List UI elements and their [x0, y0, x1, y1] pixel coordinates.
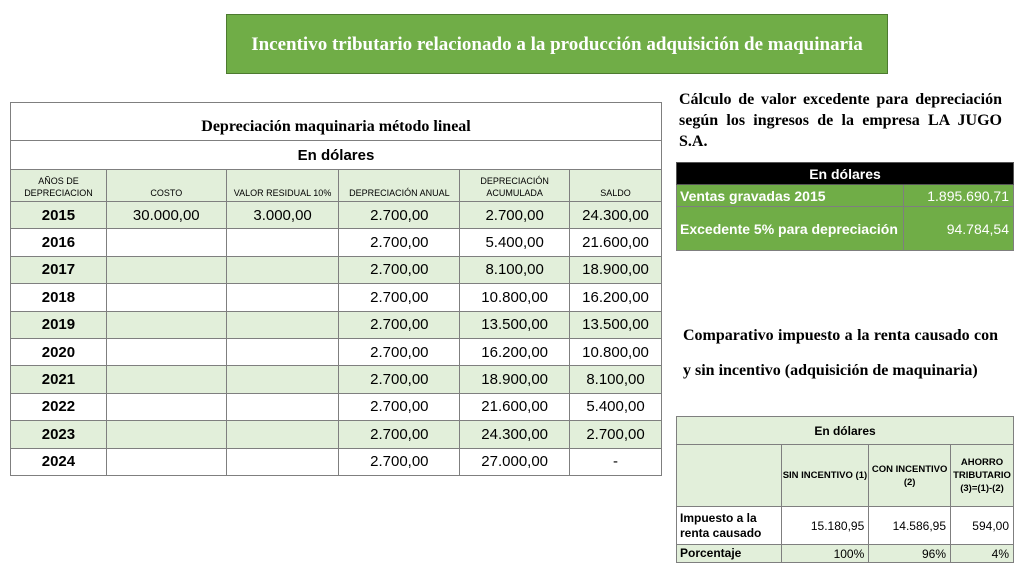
tax-label: Impuesto a la renta causado: [677, 507, 782, 545]
cell-year: 2016: [11, 229, 107, 256]
cell-year: 2024: [11, 448, 107, 475]
cell-balance: 10.800,00: [570, 338, 662, 365]
cell-annual: 2.700,00: [339, 284, 460, 311]
comparison-title: Comparativo impuesto a la renta causado con y sin incentivo (adquisición de maquinaria): [683, 327, 998, 379]
cell-balance: 21.600,00: [570, 229, 662, 256]
header-with-incentive: CON INCENTIVO (2): [869, 445, 951, 507]
depreciation-header-row: [11, 170, 662, 202]
header-tax-savings: AHORRO TRIBUTARIO (3)=(1)-(2): [951, 445, 1014, 507]
sales-excess-table: [676, 162, 1014, 251]
header-accumulated: DEPRECIACIÓN ACUMULADA: [460, 170, 570, 202]
cell-cost: [106, 366, 226, 393]
excess-value: 94.784,54: [904, 207, 1014, 251]
cell-year: 2022: [11, 393, 107, 420]
cell-annual: 2.700,00: [339, 202, 460, 229]
cell-cost: 30.000,00: [106, 202, 226, 229]
cell-annual: 2.700,00: [339, 311, 460, 338]
cell-year: 2017: [11, 256, 107, 283]
cell-residual: [226, 338, 339, 365]
tax-with: 14.586,95: [869, 507, 951, 545]
calc-title: Cálculo de valor excedente para depreciación según los ingresos de la empresa LA JUGO S.A.: [679, 91, 1002, 150]
header-years: AÑOS DE DEPRECIACION: [11, 170, 107, 202]
cell-accumulated: 27.000,00: [460, 448, 570, 475]
cell-residual: [226, 393, 339, 420]
table-row: [11, 421, 662, 448]
cell-cost: [106, 421, 226, 448]
banner-title: Incentivo tributario relacionado a la producción adquisición de maquinaria: [226, 14, 888, 74]
cell-cost: [106, 448, 226, 475]
cell-balance: -: [570, 448, 662, 475]
cell-accumulated: 18.900,00: [460, 366, 570, 393]
table-row: [11, 229, 662, 256]
cell-year: 2018: [11, 284, 107, 311]
cell-balance: 2.700,00: [570, 421, 662, 448]
cell-balance: 8.100,00: [570, 366, 662, 393]
table-row: [11, 338, 662, 365]
percentage-label: Porcentaje: [677, 545, 782, 563]
cell-cost: [106, 311, 226, 338]
sales-currency: En dólares: [677, 163, 1014, 185]
header-balance: SALDO: [570, 170, 662, 202]
cell-year: 2019: [11, 311, 107, 338]
cell-annual: 2.700,00: [339, 229, 460, 256]
header-residual: VALOR RESIDUAL 10%: [226, 170, 339, 202]
pct-without: 100%: [781, 545, 869, 563]
cell-balance: 16.200,00: [570, 284, 662, 311]
comparison-currency: En dólares: [677, 417, 1014, 445]
cell-accumulated: 13.500,00: [460, 311, 570, 338]
depreciation-currency: En dólares: [11, 141, 662, 170]
excess-label: Excedente 5% para depreciación: [677, 207, 904, 251]
sales-value: 1.895.690,71: [904, 185, 1014, 207]
table-row: [11, 284, 662, 311]
table-row: [11, 393, 662, 420]
cell-balance: 24.300,00: [570, 202, 662, 229]
cell-cost: [106, 284, 226, 311]
cell-balance: 18.900,00: [570, 256, 662, 283]
cell-residual: [226, 448, 339, 475]
depreciation-table: [10, 102, 662, 476]
cell-accumulated: 21.600,00: [460, 393, 570, 420]
cell-annual: 2.700,00: [339, 338, 460, 365]
comparison-blank-cell: [677, 445, 782, 507]
cell-cost: [106, 229, 226, 256]
cell-year: 2023: [11, 421, 107, 448]
table-row: [11, 256, 662, 283]
cell-residual: [226, 284, 339, 311]
sales-label: Ventas gravadas 2015: [677, 185, 904, 207]
cell-annual: 2.700,00: [339, 448, 460, 475]
cell-balance: 13.500,00: [570, 311, 662, 338]
cell-accumulated: 16.200,00: [460, 338, 570, 365]
table-row: [11, 311, 662, 338]
cell-residual: [226, 366, 339, 393]
cell-cost: [106, 338, 226, 365]
cell-residual: [226, 421, 339, 448]
tax-without: 15.180,95: [781, 507, 869, 545]
cell-year: 2020: [11, 338, 107, 365]
table-row: [11, 448, 662, 475]
tax-savings: 594,00: [951, 507, 1014, 545]
cell-accumulated: 2.700,00: [460, 202, 570, 229]
cell-year: 2021: [11, 366, 107, 393]
cell-residual: [226, 229, 339, 256]
cell-accumulated: 5.400,00: [460, 229, 570, 256]
cell-accumulated: 24.300,00: [460, 421, 570, 448]
depreciation-title: Depreciación maquinaria método lineal: [11, 103, 662, 141]
cell-accumulated: 8.100,00: [460, 256, 570, 283]
cell-annual: 2.700,00: [339, 393, 460, 420]
cell-cost: [106, 393, 226, 420]
comparison-table: [676, 416, 1014, 563]
header-cost: COSTO: [106, 170, 226, 202]
cell-annual: 2.700,00: [339, 256, 460, 283]
cell-residual: [226, 256, 339, 283]
cell-residual: [226, 311, 339, 338]
cell-balance: 5.400,00: [570, 393, 662, 420]
table-row: [11, 366, 662, 393]
table-row: [11, 202, 662, 229]
cell-annual: 2.700,00: [339, 366, 460, 393]
cell-residual: 3.000,00: [226, 202, 339, 229]
pct-with: 96%: [869, 545, 951, 563]
pct-savings: 4%: [951, 545, 1014, 563]
cell-year: 2015: [11, 202, 107, 229]
header-annual: DEPRECIACIÓN ANUAL: [339, 170, 460, 202]
cell-cost: [106, 256, 226, 283]
cell-accumulated: 10.800,00: [460, 284, 570, 311]
header-without-incentive: SIN INCENTIVO (1): [781, 445, 869, 507]
cell-annual: 2.700,00: [339, 421, 460, 448]
